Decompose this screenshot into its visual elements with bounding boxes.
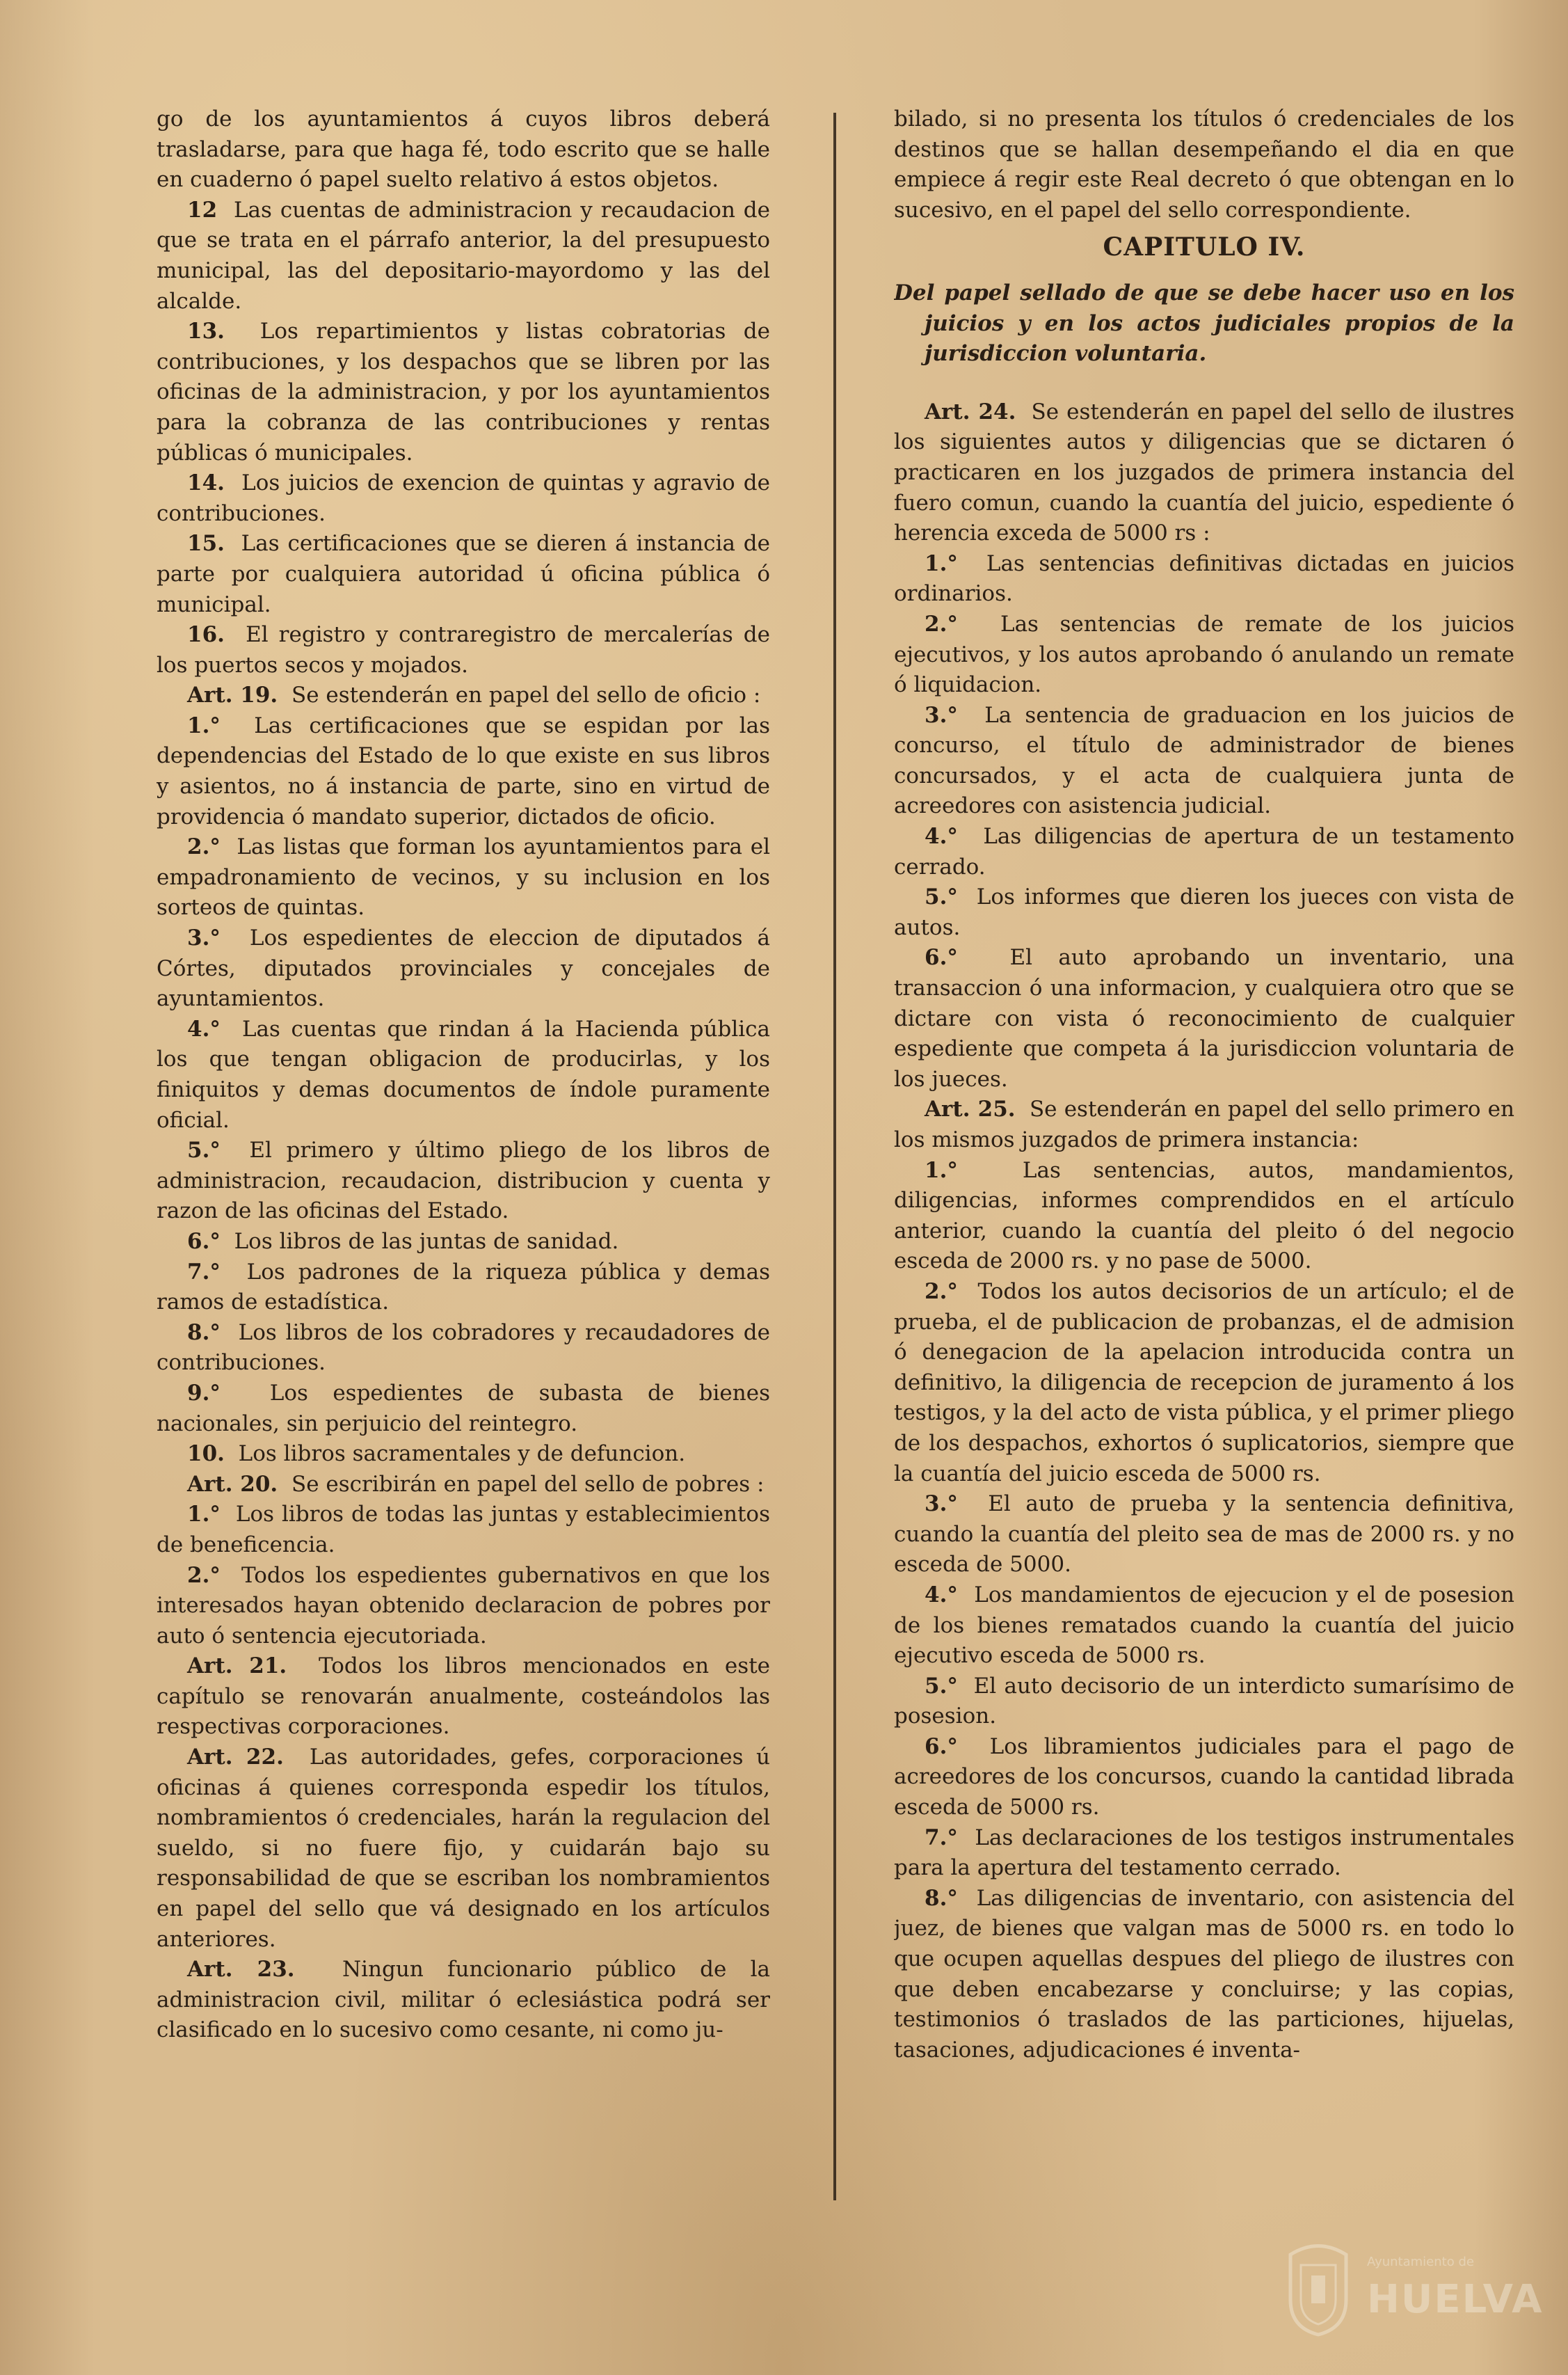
paragraph-text: El primero y último pliego de los libros de administracion, recaudacion, distribucion y cuenta y razon de las oficinas del Estado.	[157, 1138, 770, 1224]
article-number: 1.°	[925, 1157, 958, 1183]
paragraph	[157, 468, 770, 529]
article-number: 1.°	[187, 713, 221, 738]
article-number: 9.°	[187, 1380, 221, 1406]
paragraph	[894, 1277, 1514, 1489]
right-column-continuation	[894, 104, 1514, 225]
paragraph-text: El registro y contraregistro de mercalerías de los puertos secos y mojados.	[157, 622, 770, 678]
paragraph	[157, 1227, 770, 1257]
paragraph	[157, 1136, 770, 1227]
paragraph-text: Se estenderán en papel del sello primero en los mismos juzgados de primera instancia:	[894, 1097, 1514, 1152]
paragraph	[894, 610, 1514, 701]
paragraph-text: Todos los espedientes gubernativos en que los interesados hayan obtenido declaracion de pobres por auto ó sentencia ejecutoriada.	[157, 1562, 770, 1649]
article-number: Art. 25.	[925, 1097, 1016, 1122]
paragraph	[157, 1742, 770, 1955]
paragraph	[894, 943, 1514, 1095]
article-number: 14.	[187, 470, 225, 496]
paragraph-text: Los espedientes de subasta de bienes nacionales, sin perjuicio del reintegro.	[157, 1380, 770, 1436]
paragraph-text: Los libros de todas las juntas y establecimientos de beneficencia.	[157, 1502, 770, 1557]
article-number: 12	[187, 197, 218, 223]
paragraph-text: Las sentencias, autos, mandamientos, diligencias, informes comprendidos en el artículo anterior, cuando la cuantía del pleito ó del negocio esceda de 2000 rs. y no pase de 5000.	[894, 1157, 1514, 1274]
article-number: Art. 23.	[187, 1957, 295, 1983]
paragraph-text: Los espedientes de eleccion de diputados á Córtes, diputados provinciales y concejales de ayuntamientos.	[157, 926, 770, 1012]
paragraph	[894, 1732, 1514, 1823]
paragraph-text: Se estenderán en papel del sello de ilustres los siguientes autos y diligencias que se dictaren ó practicaren en los juzgados de primera instancia del fuero comun, cuando la cuantía del juicio, espediente ó herencia exceda de 5000 rs :	[894, 399, 1514, 546]
paragraph-text: Las autoridades, gefes, corporaciones ú oficinas á quienes corresponda espedir los títulos, nombramientos ó credenciales, harán la regulacion del sueldo, si no fuere fijo, y cuidarán bajo su responsabilidad de que se escriban los nombramientos en papel del sello que vá designado en los artículos anteriores.	[157, 1745, 770, 1952]
paragraph	[157, 1318, 770, 1379]
article-number: Art. 22.	[187, 1745, 284, 1770]
article-number: 2.°	[925, 611, 958, 637]
paragraph	[157, 104, 770, 196]
paragraph-text: Las declaraciones de los testigos instrumentales para la apertura del testamento cerrado.	[894, 1825, 1514, 1881]
paragraph	[157, 711, 770, 832]
article-number: 7.°	[925, 1825, 958, 1850]
paragraph	[894, 104, 1514, 225]
paragraph-text: Las diligencias de inventario, con asistencia del juez, de bienes que valgan mas de 5000 rs. en todo lo que ocupen aquellas despues del pliego de ilustres con que deben encabezarse y concluirse; y las copias, testimonios ó traslados de las particiones, hijuelas, tasaciones, adjudicaciones é inventa-	[894, 1885, 1514, 2063]
paragraph	[157, 681, 770, 711]
paragraph-text: El auto aprobando un inventario, una transaccion ó una informacion, y cualquiera otro que se dictare con vista ó reconocimiento de cualquier espediente que competa á la jurisdiccion voluntaria de los jueces.	[894, 945, 1514, 1092]
article-number: 7.°	[187, 1259, 221, 1285]
paragraph	[157, 1955, 770, 2046]
article-number: 4.°	[925, 824, 958, 850]
left-text-column	[157, 104, 770, 2192]
paragraph	[157, 620, 770, 681]
paragraph	[894, 1823, 1514, 1884]
paragraph	[894, 1095, 1514, 1155]
paragraph-text: Los padrones de la riqueza pública y demas ramos de estadística.	[157, 1259, 770, 1315]
paragraph-text: Los libramientos judiciales para el pago de acreedores de los concursos, cuando la cantidad librada esceda de 5000 rs.	[894, 1733, 1514, 1820]
article-number: 10.	[187, 1441, 225, 1467]
article-number: 1.°	[925, 550, 958, 576]
article-number: 5.°	[925, 1673, 958, 1699]
paragraph-text: El auto decisorio de un interdicto sumarísimo de posesion.	[894, 1673, 1514, 1729]
article-number: 16.	[187, 622, 225, 648]
paragraph-text: Las sentencias de remate de los juicios ejecutivos, y los autos aprobando ó anulando un remate ó liquidacion.	[894, 611, 1514, 698]
article-number: 3.°	[925, 1491, 958, 1517]
paragraph-text: Se estenderán en papel del sello de oficio :	[291, 683, 761, 708]
paragraph	[157, 1379, 770, 1439]
article-number: 4.°	[925, 1582, 958, 1607]
paragraph-text: Las listas que forman los ayuntamientos para el empadronamiento de vecinos, y su inclusion en los sorteos de quintas.	[157, 834, 770, 921]
article-number: Art. 19.	[187, 683, 278, 708]
paragraph	[157, 1257, 770, 1318]
right-column-articles	[894, 397, 1514, 2066]
paragraph	[157, 529, 770, 620]
chapter-subheading: Del papel sellado de que se debe hacer uso en los juicios y en los actos judiciales propios de la jurisdiccion voluntaria.	[894, 280, 1514, 367]
chapter-heading: CAPITULO IV.	[1103, 232, 1306, 262]
paragraph-text: Se escribirán en papel del sello de pobres :	[291, 1471, 765, 1497]
paragraph	[157, 923, 770, 1015]
article-number: Art. 20.	[187, 1471, 278, 1497]
article-number: 2.°	[187, 834, 221, 860]
paragraph	[157, 832, 770, 923]
article-number: 3.°	[187, 926, 221, 951]
column-divider-rule	[833, 113, 836, 2200]
watermark-line-1: Ayuntamiento de	[1367, 2255, 1474, 2269]
paragraph-text: Los libros sacramentales y de defuncion.	[238, 1441, 686, 1467]
paragraph-text: Todos los libros mencionados en este capítulo se renovarán anualmente, costeándolos las respectivas corporaciones.	[157, 1653, 770, 1740]
right-text-column	[894, 104, 1514, 2192]
article-number: 5.°	[925, 884, 958, 910]
paragraph	[894, 1671, 1514, 1732]
paragraph-text: Los libros de los cobradores y recaudadores de contribuciones.	[157, 1319, 770, 1376]
article-number: 1.°	[187, 1502, 221, 1527]
article-number: Art. 21.	[187, 1653, 287, 1679]
paragraph	[157, 1015, 770, 1136]
article-number: 2.°	[187, 1562, 221, 1588]
watermark-line-2: HUELVA	[1367, 2277, 1544, 2322]
paragraph-text: Los repartimientos y listas cobratorias de contribuciones, y los despachos que se libren por las oficinas de la administracion, y por los ayuntamientos para la cobranza de las contribuciones y rentas públicas ó municipales.	[157, 319, 770, 466]
paragraph	[157, 1470, 770, 1500]
paragraph-text: Los mandamientos de ejecucion y el de posesion de los bienes rematados cuando la cuantía del juicio ejecutivo esceda de 5000 rs.	[894, 1582, 1514, 1669]
paragraph-text: Ningun funcionario público de la administracion civil, militar ó eclesiástica podrá ser clasificado en lo sucesivo como cesante, ni como ju-	[157, 1957, 770, 2043]
paragraph	[157, 317, 770, 468]
paragraph-text: El auto de prueba y la sentencia definitiva, cuando la cuantía del pleito sea de mas de 2000 rs. y no esceda de 5000.	[894, 1491, 1514, 1578]
paragraph-text: Las sentencias definitivas dictadas en juicios ordinarios.	[894, 550, 1514, 607]
paragraph	[157, 196, 770, 317]
paragraph-text: La sentencia de graduacion en los juicios de concurso, el título de administrador de bienes concursados, y el acta de cualquiera junta de acreedores con asistencia judicial.	[894, 702, 1514, 819]
article-number: 13.	[187, 319, 225, 344]
article-number: 6.°	[925, 945, 958, 971]
paragraph-text: Los juicios de exencion de quintas y agravio de contribuciones.	[157, 470, 770, 526]
paragraph	[894, 882, 1514, 943]
paragraph-text: Las certificaciones que se dieren á instancia de parte por cualquiera autoridad ú oficina pública ó municipal.	[157, 531, 770, 617]
paragraph	[894, 549, 1514, 610]
paragraph-text: Las cuentas que rindan á la Hacienda pública los que tengan obligacion de producirlas, y los finiquitos y demas documentos de índole puramente oficial.	[157, 1016, 770, 1133]
paragraph-text: bilado, si no presenta los títulos ó credenciales de los destinos que se hallan desempeñando el dia en que empiece á regir este Real decreto ó que obtengan en lo sucesivo, en el papel del sello correspondiente.	[894, 106, 1514, 223]
paragraph-text: go de los ayuntamientos á cuyos libros deberá trasladarse, para que haga fé, todo escrito que se halle en cuaderno ó papel suelto relativo á estos objetos.	[157, 106, 770, 193]
paragraph-text: Las cuentas de administracion y recaudacion de que se trata en el párrafo anterior, la del presupuesto municipal, las del depositario-mayordomo y las del alcalde.	[157, 197, 770, 314]
coat-of-arms-icon	[1280, 2234, 1357, 2338]
paragraph-text: Los libros de las juntas de sanidad.	[234, 1228, 619, 1254]
paragraph-text: Las certificaciones que se espidan por las dependencias del Estado de lo que existe en sus libros y asientos, no á instancia de parte, sino en virtud de providencia ó mandato superior, dictados de oficio.	[157, 713, 770, 829]
article-number: 8.°	[187, 1319, 221, 1345]
paragraph-text: Todos los autos decisorios de un artículo; el de prueba, el de publicacion de probanzas, el de admision ó denegacion de la apelacion introducida contra un definitivo, la diligencia de recepcion de juramento á los testigos, y la del acto de vista pública, y el primer pliego de los despachos, exhortos ó suplicatorios, siempre que la cuantía del juicio esceda de 5000 rs.	[894, 1278, 1514, 1486]
article-number: 3.°	[925, 702, 958, 728]
paragraph	[894, 701, 1514, 822]
article-number: 4.°	[187, 1016, 221, 1042]
article-number: 6.°	[925, 1733, 958, 1759]
article-number: 2.°	[925, 1278, 958, 1304]
article-number: 5.°	[187, 1138, 221, 1163]
paragraph-text: Los informes que dieren los jueces con vista de autos.	[894, 884, 1514, 940]
paragraph	[894, 1489, 1514, 1580]
paragraph	[157, 1561, 770, 1652]
article-number: 6.°	[187, 1228, 221, 1254]
paragraph	[894, 1580, 1514, 1671]
article-number: Art. 24.	[925, 399, 1016, 424]
article-number: 8.°	[925, 1885, 958, 1911]
paragraph	[894, 1156, 1514, 1277]
paragraph	[894, 822, 1514, 882]
archive-watermark	[1280, 2234, 1544, 2352]
paragraph-text: Las diligencias de apertura de un testamento cerrado.	[894, 824, 1514, 880]
paragraph	[894, 1884, 1514, 2066]
article-number: 15.	[187, 531, 225, 557]
paragraph	[157, 1500, 770, 1560]
paragraph	[157, 1651, 770, 1742]
paragraph	[157, 1439, 770, 1470]
paragraph	[894, 397, 1514, 549]
